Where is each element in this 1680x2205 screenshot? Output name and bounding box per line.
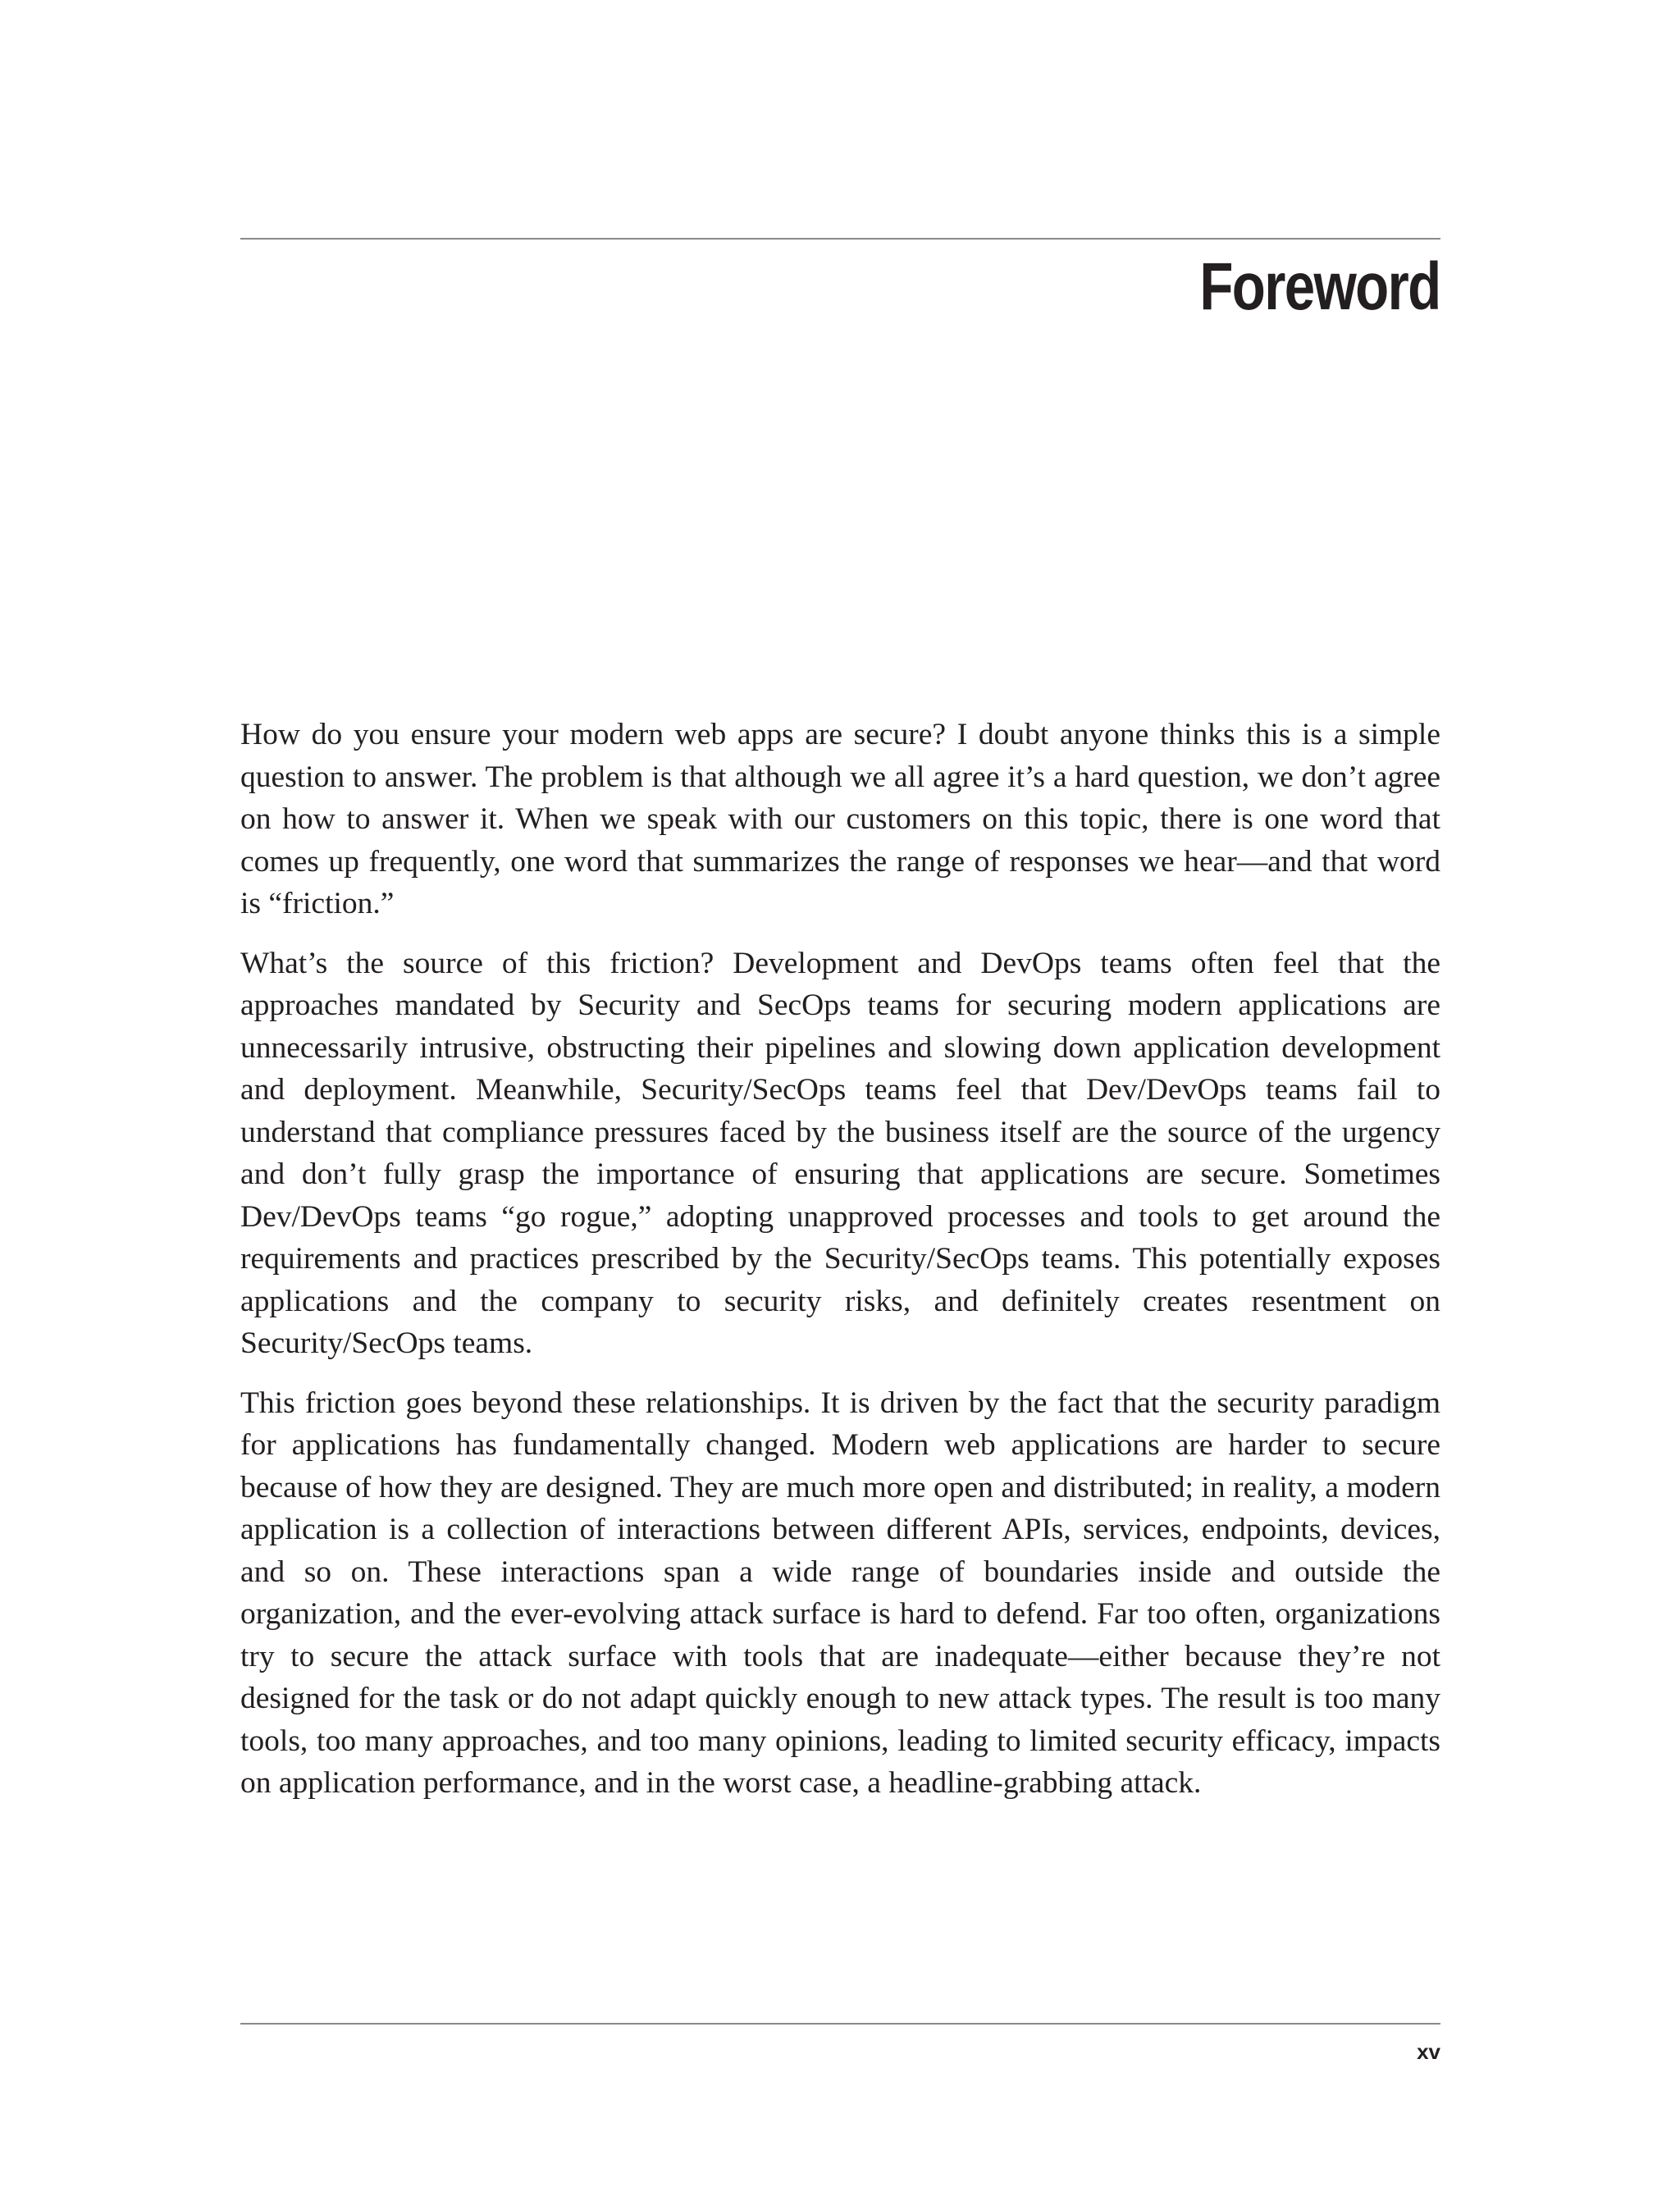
chapter-title: Foreword: [1199, 249, 1440, 324]
paragraph-3: This friction goes beyond these relationships. It is driven by the fact that the security paradigm for applications has fundamentally changed. Modern web applications are harder to secure because of how they are designed. They are much more open and distributed; in reality, a modern application is a collection of interactions between different APIs, services, endpoints, devices, and so on. These interactions span a wide range of boundaries inside and outside the organization, and the ever-evolving attack surface is hard to defend. Far too often, organizations try to secure the attack surface with tools that are inadequate—either because they’re not designed for the task or do not adapt quickly enough to new attack types. The result is too many tools, too many approaches, and too many opinions, leading to limited security efficacy, impacts on application performance, and in the worst case, a headline-grabbing attack.: [240, 1386, 1440, 1800]
body-text: [240, 714, 1440, 1822]
bottom-divider: [240, 2023, 1440, 2025]
paragraph-1: How do you ensure your modern web apps are secure? I doubt anyone thinks this is a simple question to answer. The problem is that although we all agree it’s a hard question, we don’t agree on how to answer it. When we speak with our customers on this topic, there is one word that comes up frequently, one word that summarizes the range of responses we hear—and that word is “friction.”: [240, 718, 1440, 920]
page-number: xv: [1417, 2039, 1440, 2064]
top-divider: [240, 238, 1440, 240]
paragraph-2: What’s the source of this friction? Development and DevOps teams often feel that the approaches mandated by Security and SecOps teams for securing modern applications are unnecessarily intrusive, obstructing their pipelines and slowing down application development and deployment. Meanwhile, Security/SecOps teams feel that Dev/DevOps teams fail to understand that compliance pressures faced by the business itself are the source of the urgency and don’t fully grasp the importance of ensuring that applications are secure. Sometimes Dev/DevOps teams “go rogue,” adopting unapproved processes and tools to get around the requirements and practices prescribed by the Security/SecOps teams. This potentially exposes applications and the company to security risks, and definitely creates resentment on Security/SecOps teams.: [240, 946, 1440, 1360]
